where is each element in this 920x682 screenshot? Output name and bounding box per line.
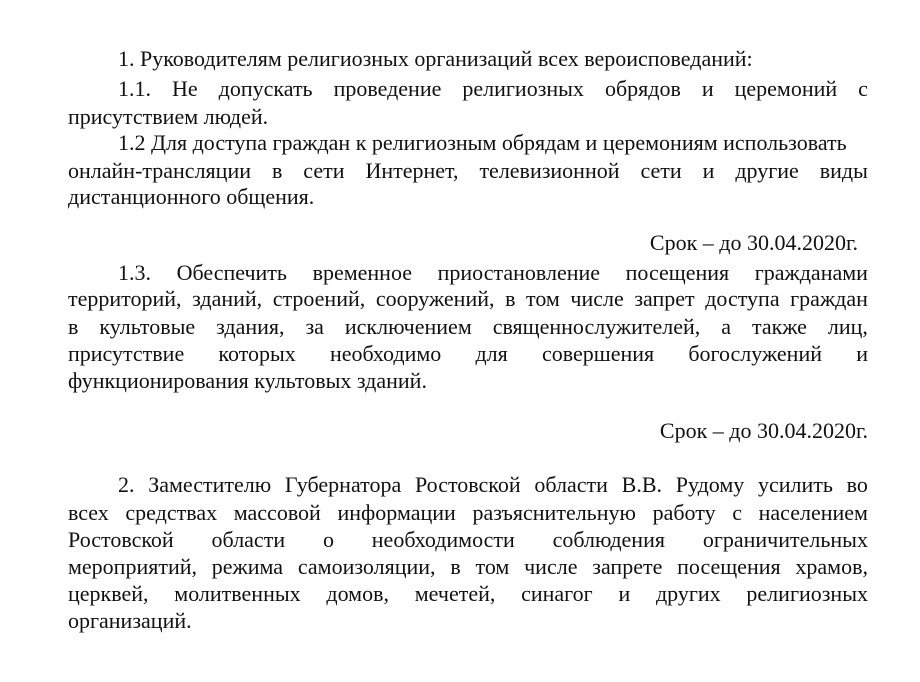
word: Рудому <box>675 472 745 497</box>
word: массовой <box>233 500 321 525</box>
word: запрет <box>634 286 695 311</box>
word: сети <box>303 158 345 183</box>
word: телевизионной <box>479 158 620 183</box>
word: присутствие <box>68 341 185 366</box>
word: необходимости <box>371 527 515 552</box>
paragraph-1-1-line-1 <box>118 76 868 102</box>
word: домов, <box>326 581 389 606</box>
paragraph-2-line-6: организаций. <box>68 608 192 633</box>
word: Губернатора <box>284 472 402 497</box>
word: том <box>526 286 560 311</box>
word: Ростовской <box>414 472 521 497</box>
word: а <box>721 314 731 339</box>
word: и <box>856 341 868 366</box>
word: допускать <box>218 76 313 101</box>
word: соблюдения <box>552 527 665 552</box>
deadline-2: Срок – до 30.04.2020г. <box>659 418 868 443</box>
word: церемоний <box>734 76 838 101</box>
word: мероприятий, <box>68 554 198 579</box>
word: в <box>505 286 516 311</box>
word: сооружений, <box>375 286 495 311</box>
word: религиозных <box>462 76 584 101</box>
word: священнослужителей, <box>492 314 701 339</box>
word: здания, <box>216 314 285 339</box>
word: 2. <box>118 472 135 497</box>
word: которых <box>218 341 296 366</box>
word: совершения <box>541 341 655 366</box>
word: области <box>211 527 286 552</box>
word: во <box>846 472 868 497</box>
word: информации <box>337 500 456 525</box>
word: гражданами <box>754 260 868 285</box>
word: мечетей, <box>414 581 496 606</box>
word: числе <box>570 286 624 311</box>
word: территорий, <box>68 286 182 311</box>
word: Ростовской <box>68 527 174 552</box>
word: также <box>751 314 807 339</box>
paragraph-1-3-line-2 <box>68 286 868 312</box>
word: церквей, <box>68 581 149 606</box>
word: доступа <box>705 286 780 311</box>
word: сети <box>640 158 682 183</box>
paragraph-1-heading: 1. Руководителям религиозных организаций всех вероисповеданий: <box>118 46 753 71</box>
word: богослужений <box>688 341 822 366</box>
word: для <box>475 341 508 366</box>
word: посещения <box>625 260 730 285</box>
word: в <box>68 314 79 339</box>
paragraph-1-2-line-3: дистанционного общения. <box>68 184 315 209</box>
word: синагог <box>521 581 593 606</box>
word: в <box>271 158 283 183</box>
word: области <box>534 472 608 497</box>
word: с <box>732 500 742 525</box>
word: молитвенных <box>174 581 301 606</box>
word: о <box>322 527 334 552</box>
word: проведение <box>333 76 442 101</box>
word: работу <box>652 500 716 525</box>
word: религиозных <box>746 581 868 606</box>
word: том <box>475 554 510 579</box>
word: Не <box>172 76 198 101</box>
word: Обеспечить <box>176 260 287 285</box>
word: исключением <box>344 314 472 339</box>
word: и <box>618 581 631 606</box>
word: запрете <box>592 554 663 579</box>
paragraph-1-3-line-5: функционирования культовых зданий. <box>68 368 427 393</box>
paragraph-1-2-line-2 <box>68 158 868 184</box>
paragraph-1-1-line-2: присутствием людей. <box>68 104 269 129</box>
word: необходимо <box>329 341 442 366</box>
word: культовые <box>99 314 196 339</box>
word: другие <box>735 158 799 183</box>
word: населением <box>758 500 868 525</box>
word: Заместителю <box>148 472 272 497</box>
word: В.В. <box>621 472 662 497</box>
word: с <box>858 76 868 101</box>
word: 1.1. <box>118 76 151 101</box>
word: усилить <box>757 472 833 497</box>
word: виды <box>819 158 868 183</box>
word: и <box>701 76 714 101</box>
word: и <box>702 158 715 183</box>
paragraph-2-line-3 <box>68 527 868 553</box>
paragraph-1-2-line-1: 1.2 Для доступа граждан к религиозным обрядам и церемониям использовать <box>118 130 847 155</box>
word: обрядов <box>604 76 681 101</box>
word: лиц, <box>827 314 868 339</box>
word: ограничительных <box>702 527 868 552</box>
word: 1.3. <box>118 260 151 285</box>
paragraph-2-line-5 <box>68 581 868 607</box>
word: в <box>450 554 461 579</box>
word: онлайн-трансляции <box>68 158 251 183</box>
paragraph-2-line-4 <box>68 554 868 580</box>
word: других <box>655 581 721 606</box>
word: режима <box>211 554 284 579</box>
word: временное <box>312 260 412 285</box>
word: разъяснительную <box>472 500 636 525</box>
deadline-1: Срок – до 30.04.2020г. <box>649 230 858 255</box>
word: посещения <box>677 554 781 579</box>
word: всех <box>68 500 109 525</box>
word: за <box>305 314 324 339</box>
word: приостановление <box>437 260 601 285</box>
word: самоизоляции, <box>297 554 436 579</box>
word: зданий, <box>192 286 263 311</box>
word: средствах <box>125 500 218 525</box>
paragraph-2-line-2 <box>68 500 868 526</box>
paragraph-2-line-1 <box>118 472 868 498</box>
word: строений, <box>272 286 366 311</box>
paragraph-1-3-line-4 <box>68 341 868 367</box>
word: храмов, <box>795 554 868 579</box>
paragraph-1-3-line-1 <box>118 260 868 286</box>
word: числе <box>524 554 578 579</box>
word: Интернет, <box>365 158 459 183</box>
paragraph-1-3-line-3 <box>68 314 868 340</box>
word: граждан <box>790 286 868 311</box>
